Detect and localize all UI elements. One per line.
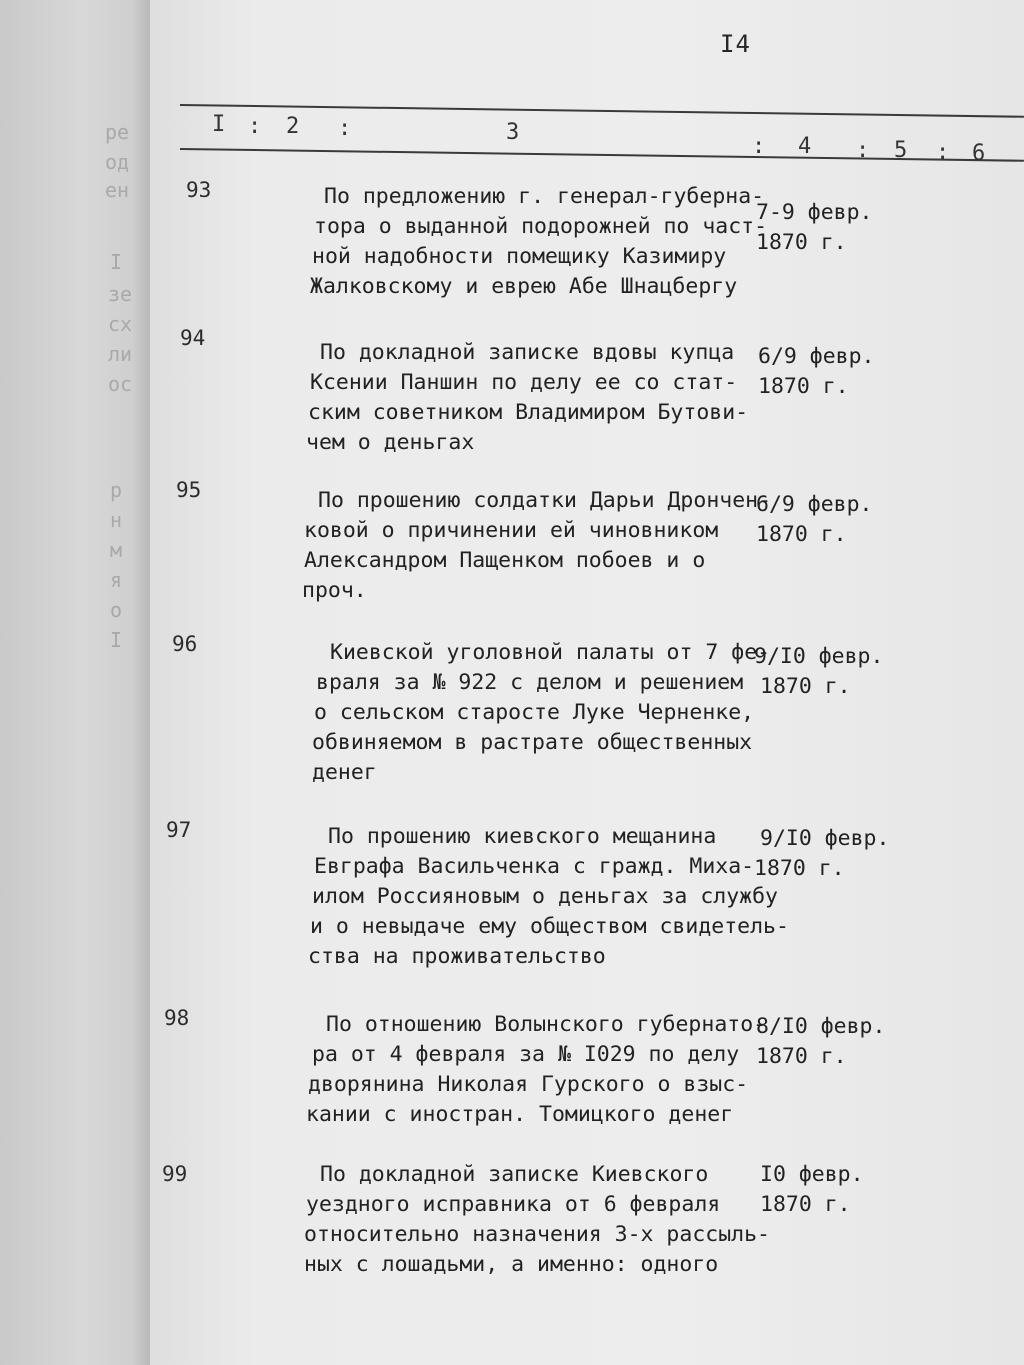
- date-line: 1870 г.: [758, 374, 849, 399]
- entry-date: [756, 490, 873, 550]
- entry-date: [756, 198, 873, 258]
- column-header: 5: [894, 138, 908, 163]
- date-line: 1870 г.: [760, 674, 851, 699]
- bleed-through-mark: м: [110, 538, 123, 562]
- date-line: 6/9 февр.: [758, 344, 875, 369]
- date-line: 9/I0 февр.: [754, 644, 884, 669]
- date-line: 1870 г.: [756, 1044, 847, 1069]
- bleed-through-mark: ли: [108, 342, 133, 366]
- description-line: проч.: [302, 578, 367, 603]
- date-line: 8/I0 февр.: [756, 1014, 886, 1039]
- entry-date: [754, 824, 890, 884]
- entry-date: [760, 1160, 864, 1220]
- entry-number: 96: [172, 632, 198, 656]
- column-header: 4: [798, 134, 812, 159]
- bleed-through-mark: я: [110, 568, 123, 592]
- bleed-through-mark: ен: [105, 178, 130, 202]
- bleed-through-mark: I: [110, 628, 123, 652]
- entry-date: [758, 342, 875, 402]
- description-line: По докладной записке Киевского: [320, 1162, 709, 1187]
- column-header: I: [212, 112, 226, 137]
- description-line: и о невыдаче ему обществом свидетель-: [310, 914, 789, 939]
- description-line: о сельском старосте Луке Черненке,: [314, 700, 755, 725]
- bleed-through-mark: од: [105, 150, 130, 174]
- description-line: илом Россияновым о деньгах за службу: [312, 884, 778, 909]
- description-line: ной надобности помещику Казимиру: [312, 244, 727, 269]
- entry-description: [302, 486, 772, 606]
- description-line: По прошению солдатки Дарьи Дрончен-: [318, 488, 772, 513]
- column-header: 2: [286, 114, 300, 139]
- bleed-through-mark: ос: [108, 372, 133, 396]
- header-top-rule: [180, 104, 1024, 118]
- entry-description: [304, 1160, 770, 1280]
- description-line: дворянина Николая Гурского о взыс-: [308, 1072, 749, 1097]
- entry-description: [310, 182, 768, 302]
- description-line: ных с лошадьми, а именно: одного: [304, 1252, 719, 1277]
- entry-number: 99: [162, 1162, 188, 1186]
- date-line: 1870 г.: [756, 522, 847, 547]
- entry-date: [756, 1012, 885, 1072]
- description-line: ским советником Владимиром Бутови-: [308, 400, 749, 425]
- bleed-through-mark: н: [110, 508, 123, 532]
- description-line: Александром Пащенком побоев и о: [304, 548, 706, 573]
- column-separator: :: [338, 116, 352, 141]
- column-separator: :: [248, 114, 262, 139]
- description-line: Киевской уголовной палаты от 7 фе-: [330, 640, 771, 665]
- description-line: ра от 4 февраля за № I029 по делу: [312, 1042, 740, 1067]
- description-line: Жалковскому и еврею Абе Шнацбергу: [310, 274, 738, 299]
- bleed-through-mark: I: [110, 250, 123, 274]
- column-separator: :: [856, 138, 870, 163]
- entry-number: 97: [166, 818, 192, 842]
- description-line: ковой о причинении ей чиновником: [304, 518, 719, 543]
- column-header: 3: [506, 120, 520, 145]
- description-line: По прошению киевского мещанина: [328, 824, 717, 849]
- entry-number: 94: [180, 326, 206, 350]
- entry-number: 98: [164, 1006, 190, 1030]
- date-line: 1870 г.: [756, 230, 847, 255]
- description-line: враля за № 922 с делом и решением: [316, 670, 744, 695]
- description-line: Евграфа Васильченка с гражд. Миха-: [314, 854, 755, 879]
- document-page: [150, 0, 1024, 1365]
- description-line: По отношению Волынского губернато-: [326, 1012, 767, 1037]
- date-line: 7-9 февр.: [756, 200, 873, 225]
- description-line: относительно назначения 3-х рассыль-: [304, 1222, 770, 1247]
- description-line: По предложению г. генерал-губерна-: [324, 184, 765, 209]
- entry-description: [306, 1010, 767, 1130]
- bleed-through-mark: сх: [108, 312, 133, 336]
- description-line: обвиняемом в растрате общественных: [312, 730, 753, 755]
- column-header: 6: [972, 141, 986, 166]
- column-separator: :: [752, 134, 766, 159]
- description-line: ства на проживательство: [308, 944, 606, 969]
- bleed-through-mark: р: [110, 478, 123, 502]
- bleed-through-mark: ре: [105, 120, 130, 144]
- description-line: тора о выданной подорожней по част-: [314, 214, 768, 239]
- bleed-through-mark: о: [110, 598, 123, 622]
- entry-description: [308, 822, 789, 972]
- column-separator: :: [936, 140, 950, 165]
- date-line: 9/I0 февр.: [760, 826, 890, 851]
- date-line: 1870 г.: [754, 856, 845, 881]
- description-line: По докладной записке вдовы купца: [320, 340, 735, 365]
- entry-description: [306, 338, 749, 458]
- date-line: 6/9 февр.: [756, 492, 873, 517]
- entry-number: 93: [186, 178, 212, 202]
- entry-number: 95: [176, 478, 202, 502]
- description-line: денег: [312, 760, 377, 785]
- page-number: I4: [720, 30, 751, 58]
- description-line: чем о деньгах: [306, 430, 475, 455]
- description-line: кании с иностран. Томицкого денег: [306, 1102, 734, 1127]
- facing-page-edge: [0, 0, 150, 1365]
- entry-description: [312, 638, 771, 788]
- bleed-through-mark: зе: [108, 282, 133, 306]
- date-line: 1870 г.: [760, 1192, 851, 1217]
- description-line: уездного исправника от 6 февраля: [306, 1192, 721, 1217]
- date-line: I0 февр.: [760, 1162, 864, 1187]
- entry-date: [754, 642, 883, 702]
- description-line: Ксении Паншин по делу ее со стат-: [310, 370, 738, 395]
